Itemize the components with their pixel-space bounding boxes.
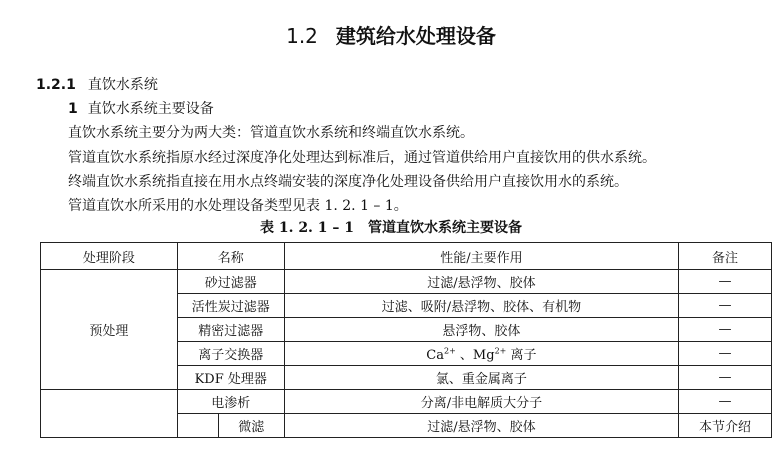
header-cell: 性能/主要作用 [284, 243, 678, 270]
function-cell: 过滤/悬浮物、胶体 [284, 414, 678, 438]
table-row [41, 390, 772, 414]
page-title-number: 1.2 [286, 24, 318, 48]
function-cell: $Ca^{2+}$ 、$Mg^{2+}$ 离子 [284, 342, 678, 366]
paragraph: 终端直饮水系统指直接在用水点终端安装的深度净化处理设备供给用户直接饮用水的系统。 [68, 174, 628, 190]
name-cell: 活性炭过滤器 [177, 294, 284, 318]
paragraph: 直饮水系统主要分为两大类：管道直饮水系统和终端直饮水系统。 [68, 125, 474, 141]
page-title-text: 建筑给水处理设备 [335, 24, 496, 48]
equipment-table [40, 242, 772, 438]
name-cell: 微滤 [177, 414, 284, 438]
subsection-heading [68, 98, 214, 118]
table-header-row [41, 243, 772, 270]
section-title: 直饮水系统 [87, 77, 158, 93]
table-caption-text: 管道直饮水系统主要设备 [368, 220, 523, 236]
paragraph: 管道直饮水所采用的水处理设备类型见表 1. 2. 1 – 1。 [68, 198, 408, 214]
name-cell: 精密过滤器 [177, 318, 284, 342]
subsection-number: 1 [68, 101, 78, 117]
name-cell: 电渗析 [177, 390, 284, 414]
paragraph: 管道直饮水系统指原水经过深度净化处理达到标准后，通过管道供给用户直接饮用的供水系统。 [68, 150, 656, 166]
header-cell: 备注 [679, 243, 772, 270]
note-cell: — [679, 342, 772, 366]
header-cell: 名称 [177, 243, 284, 270]
note-cell: — [679, 318, 772, 342]
name-cell: 砂过滤器 [177, 270, 284, 294]
function-cell: 分离/非电解质大分子 [284, 390, 678, 414]
note-cell: — [679, 390, 772, 414]
note-cell: 本节介绍 [679, 414, 772, 438]
function-cell: 过滤/悬浮物、胶体 [284, 270, 678, 294]
section-heading [36, 74, 158, 94]
function-cell: 悬浮物、胶体 [284, 318, 678, 342]
table-caption-number: 表 1. 2. 1 – 1 [259, 220, 355, 236]
page-title [0, 20, 782, 49]
table-caption [0, 217, 782, 237]
stage-cell-empty [41, 390, 178, 438]
header-cell: 处理阶段 [41, 243, 178, 270]
section-number: 1.2.1 [36, 77, 76, 93]
function-cell: 过滤、吸附/悬浮物、胶体、有机物 [284, 294, 678, 318]
function-cell: 氯、重金属离子 [284, 366, 678, 390]
note-cell: — [679, 294, 772, 318]
subsection-title: 直饮水系统主要设备 [87, 101, 214, 117]
stage-cell: 预处理 [41, 270, 178, 390]
name-cell: KDF 处理器 [177, 366, 284, 390]
table-row [41, 270, 772, 294]
note-cell: — [679, 270, 772, 294]
name-cell: 离子交换器 [177, 342, 284, 366]
note-cell: — [679, 366, 772, 390]
